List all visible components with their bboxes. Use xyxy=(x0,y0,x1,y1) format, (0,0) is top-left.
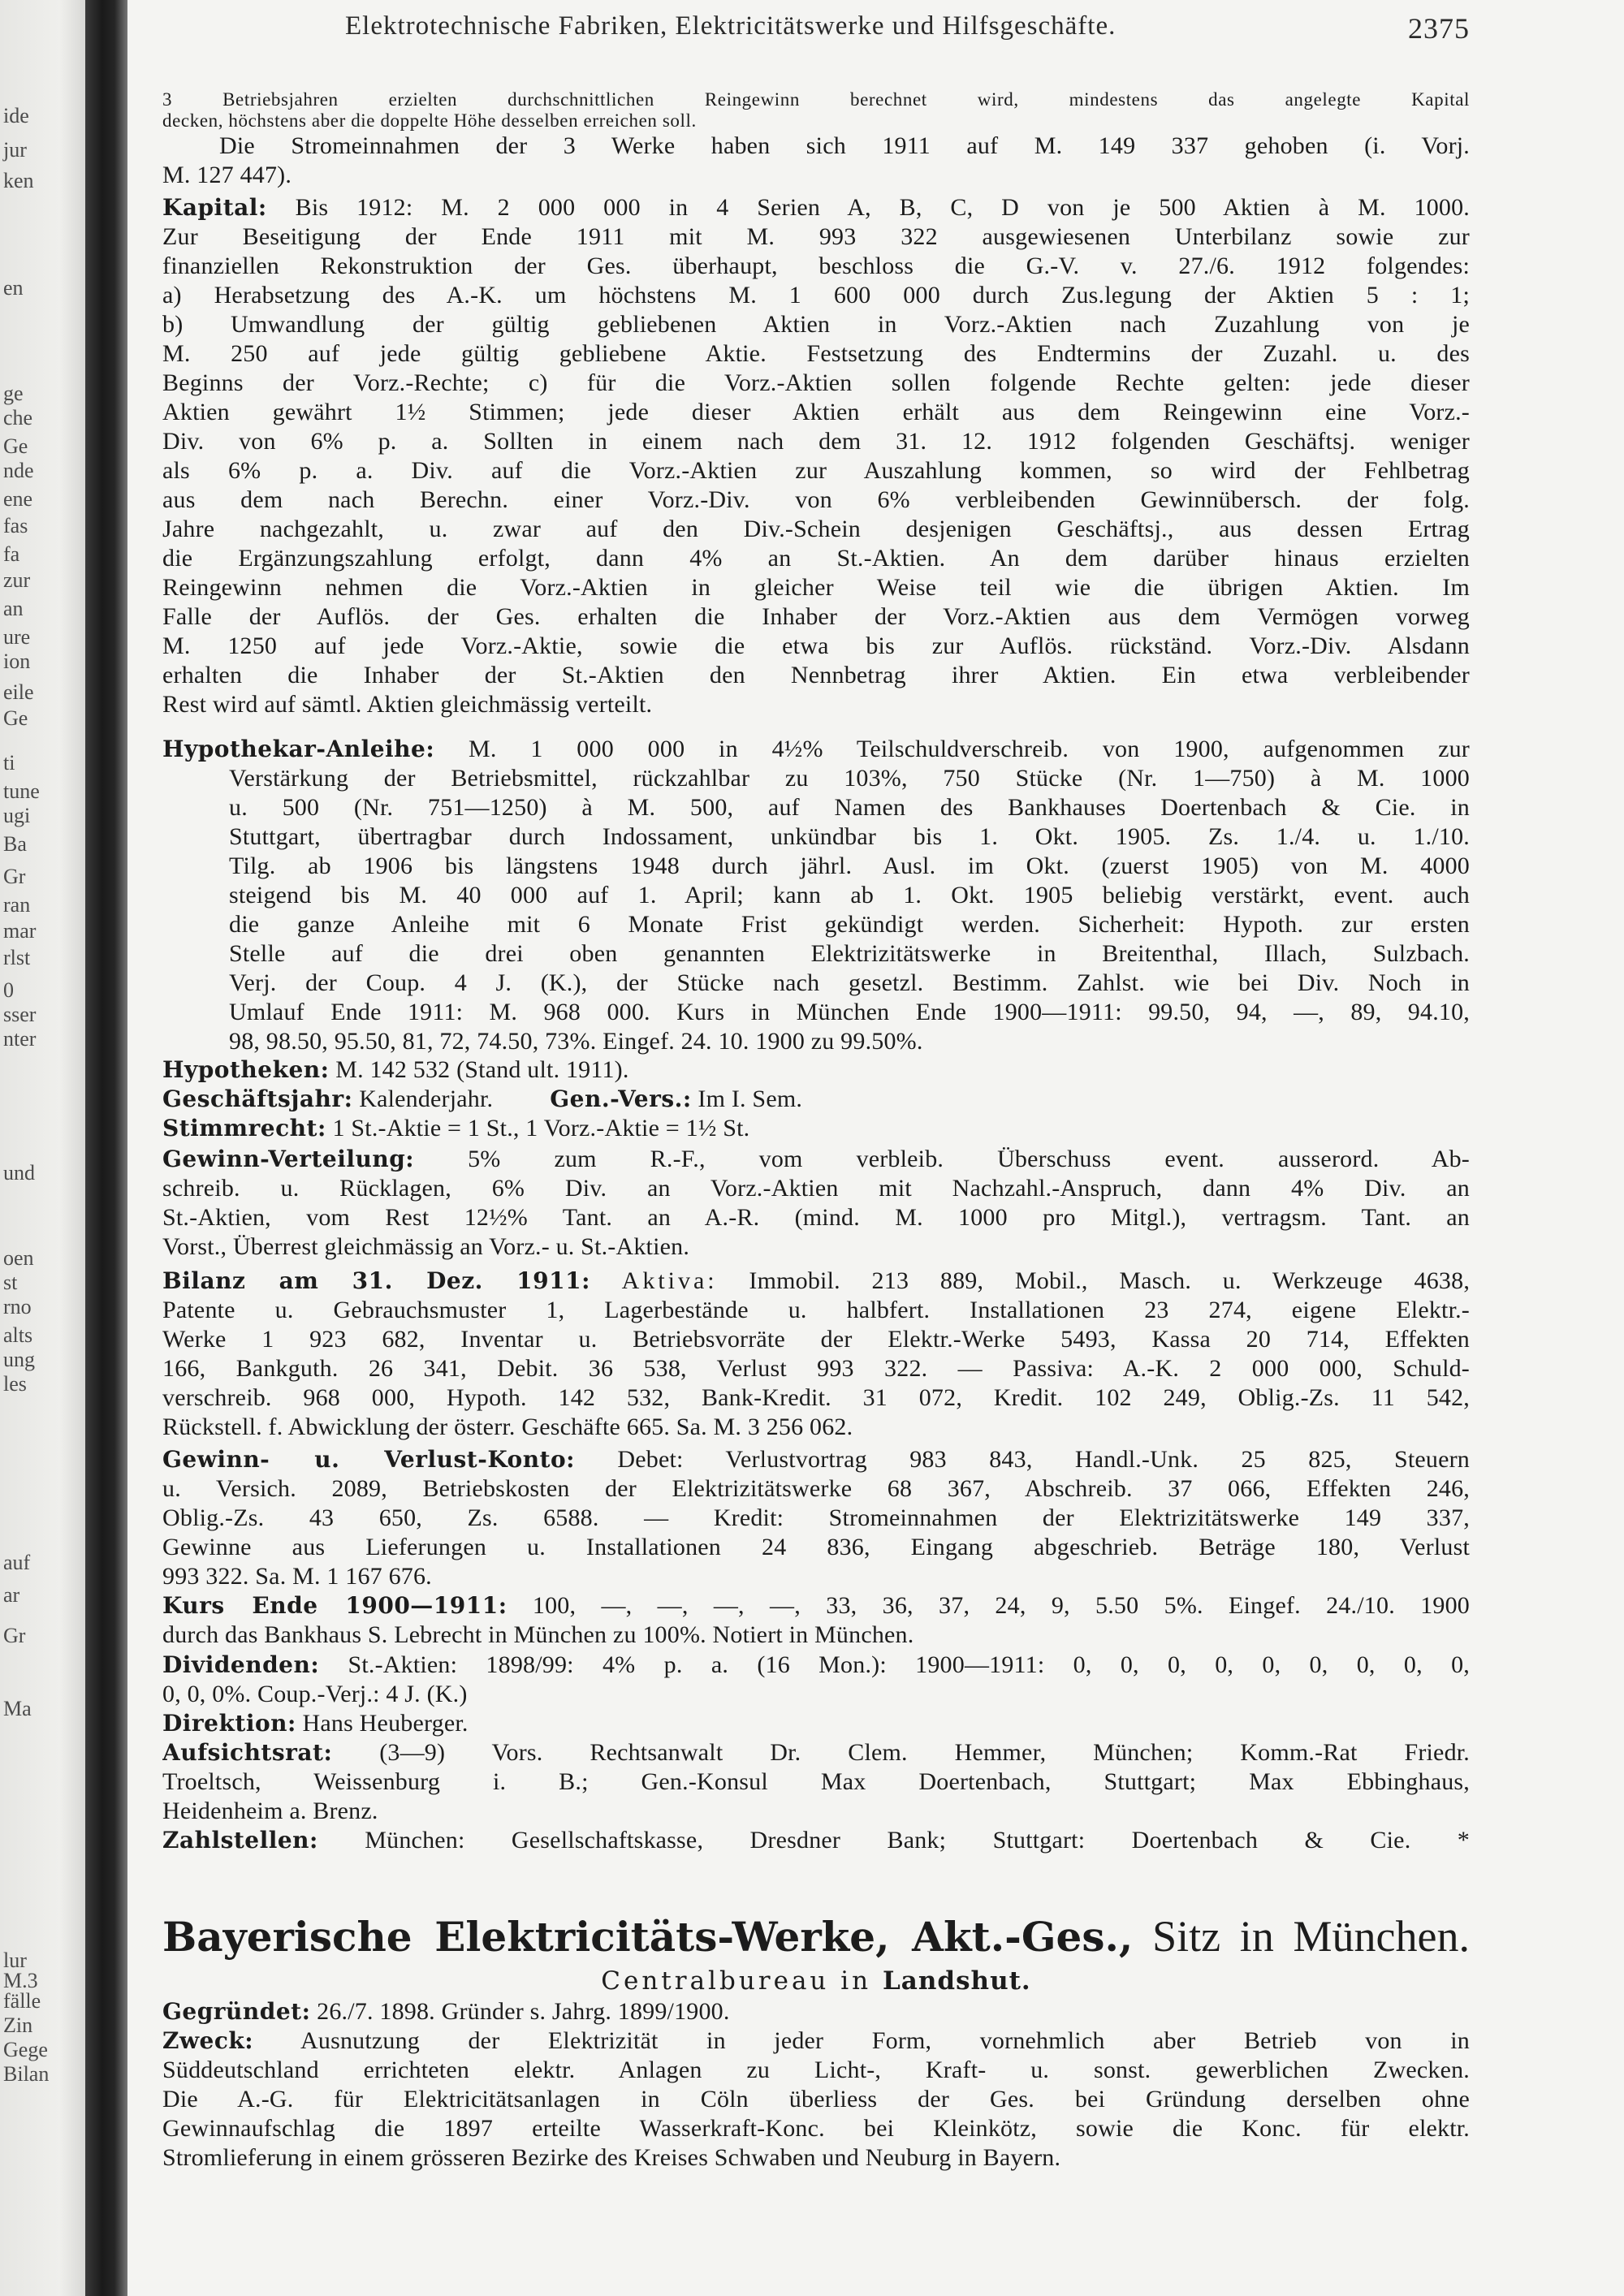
kapital-text: Div. von 6% p. a. Sollten in einem nach dem 31. 12. 1912 folgenden Geschäftsj. weniger xyxy=(162,428,1470,455)
hypothekar-text: u. 500 (Nr. 751—1250) à M. 500, auf Namen des Bankhauses Doertenbach & Cie. in xyxy=(229,794,1470,821)
zweck-label: Zweck: xyxy=(162,2027,254,2054)
kapital-label: Kapital: xyxy=(162,194,267,221)
dividenden-text: 0, 0, 0%. Coup.-Verj.: 4 J. (K.) xyxy=(162,1681,468,1707)
dividenden-label: Dividenden: xyxy=(162,1651,320,1678)
dividenden-line xyxy=(162,1680,1470,1709)
hypothekar-line xyxy=(162,1027,1470,1056)
hypothekar-text: 98, 98.50, 95.50, 81, 72, 74.50, 73%. Eingef. 24. 10. 1900 zu 99.50%. xyxy=(229,1028,923,1055)
kapital-line xyxy=(162,369,1470,398)
left-margin-fragment: Gr xyxy=(3,1624,26,1647)
page-number: 2375 xyxy=(1408,12,1470,45)
aufsichtsrat-label: Aufsichtsrat: xyxy=(162,1739,333,1766)
gewinn_verlust-line xyxy=(162,1562,1470,1591)
left-margin-fragment: an xyxy=(3,597,24,620)
zweck-line xyxy=(162,2056,1470,2085)
hypothekar-line xyxy=(162,822,1470,852)
gewinn_verteilung-label: Gewinn-Verteilung: xyxy=(162,1146,415,1172)
kapital-text: b) Umwandlung der gültig gebliebenen Aktien in Vorz.-Aktien nach Zuzahlung von je xyxy=(162,311,1470,338)
kapital-text: erhalten die Inhaber der St.-Aktien den Nennbetrag ihrer Aktien. Ein etwa verbleibender xyxy=(162,662,1470,688)
hypotheken-text: M. 142 532 (Stand ult. 1911). xyxy=(335,1056,629,1083)
gewinn_verlust-line xyxy=(162,1504,1470,1533)
left-margin-fragment: che xyxy=(3,406,33,429)
kapital-line xyxy=(162,310,1470,339)
bilanz-label: Bilanz am 31. Dez. 1911: xyxy=(162,1267,590,1294)
section-direktion-aufsichtsrat xyxy=(162,1709,1470,1855)
left-margin-fragment: nter xyxy=(3,1027,37,1051)
firm-body xyxy=(162,1997,1470,2173)
left-margin-fragment: Gege xyxy=(3,2038,48,2061)
continuation-small-line xyxy=(162,89,1470,110)
running-title: Elektrotechnische Fabriken, Elektricitätswerke und Hilfsgeschäfte. xyxy=(345,11,1116,41)
gegruendet-line xyxy=(162,1997,1470,2026)
left-margin-fragment: eile xyxy=(3,680,34,704)
firm-subtitle xyxy=(162,1965,1470,1997)
bilanz-subhead: Aktiva: xyxy=(621,1267,718,1294)
left-margin-fragment: 0 xyxy=(3,978,14,1002)
geschaeftsjahr-line xyxy=(162,1085,1470,1114)
section-bilanz xyxy=(162,1267,1470,1442)
gewinn_verlust-line xyxy=(162,1533,1470,1562)
bilanz-line xyxy=(162,1413,1470,1442)
firm-sub-text: Centralbureau in xyxy=(601,1966,872,1996)
hypotheken-label: Hypotheken: xyxy=(162,1056,330,1083)
kapital-first-line xyxy=(162,193,1470,222)
kapital-line xyxy=(162,544,1470,573)
left-margin-fragment: Zin xyxy=(3,2013,33,2037)
kapital-text: aus dem nach Berechn. einer Vorz.-Div. von 6% verbleibenden Gewinnübersch. der folg. xyxy=(162,486,1470,513)
aufsichtsrat-text: Heidenheim a. Brenz. xyxy=(162,1798,378,1824)
left-margin-fragment: Ba xyxy=(3,832,27,856)
left-margin-fragment: Bilan xyxy=(3,2062,50,2086)
bilanz-line xyxy=(162,1383,1470,1413)
zweck-text: Ausnutzung der Elektrizität in jeder Form, vornehmlich aber Betrieb von in xyxy=(300,2027,1470,2054)
running-header xyxy=(162,11,1470,47)
left-margin-fragment: fa xyxy=(3,542,20,566)
left-margin-fragment: les xyxy=(3,1372,27,1396)
kapital-text: Beginns der Vorz.-Rechte; c) für die Vorz.-Aktien sollen folgende Rechte gelten: jede dieser xyxy=(162,369,1470,396)
aufsichtsrat-line xyxy=(162,1797,1470,1826)
geschaeftsjahr-text: Kalenderjahr. xyxy=(359,1085,494,1112)
left-margin-fragment: ar xyxy=(3,1583,20,1607)
hypothekar-text: steigend bis M. 40 000 auf 1. April; kann ab 1. Okt. 1905 beliebig verstärkt, event. auch xyxy=(229,882,1470,908)
gewinn_verteilung-text: schreib. u. Rücklagen, 6% Div. an Vorz.-Aktien mit Nachzahl.-Anspruch, dann 4% Div. an xyxy=(162,1175,1470,1202)
left-margin-fragment: ti xyxy=(3,751,15,775)
hypothekar-text: Verstärkung der Betriebsmittel, rückzahlbar zu 103%, 750 Stücke (Nr. 1—750) à M. 1000 xyxy=(229,765,1470,792)
gewinn_verlust-label: Gewinn- u. Verlust-Konto: xyxy=(162,1446,576,1473)
dividenden-first-line xyxy=(162,1651,1470,1680)
left-margin-fragment: ene xyxy=(3,487,33,511)
bilanz-text: verschreib. 968 000, Hypoth. 142 532, Bank-Kredit. 31 072, Kredit. 102 249, Oblig.-Zs. 11 542, xyxy=(162,1384,1470,1411)
kapital-text: a) Herabsetzung des A.-K. um höchstens M. 1 600 000 durch Zus.legung der Aktien 5 : 1; xyxy=(162,282,1470,309)
left-margin-fragment: auf xyxy=(3,1551,31,1574)
gen-vers-text: Im I. Sem. xyxy=(698,1085,803,1112)
left-margin-fragment: sser xyxy=(3,1003,37,1026)
dividenden-text: St.-Aktien: 1898/99: 4% p. a. (16 Mon.): 1900—1911: 0, 0, 0, 0, 0, 0, 0, 0, 0, xyxy=(348,1651,1470,1678)
gewinn_verlust-text: u. Versich. 2089, Betriebskosten der Elektrizitätswerke 68 367, Abschreib. 37 066, Effekten 246, xyxy=(162,1475,1470,1502)
stimmrecht-text: 1 St.-Aktie = 1 St., 1 Vorz.-Aktie = 1½ St. xyxy=(332,1115,750,1142)
gewinn_verteilung-line xyxy=(162,1203,1470,1232)
left-margin-fragment: lur xyxy=(3,1949,27,1972)
gewinn_verteilung-line xyxy=(162,1232,1470,1262)
kapital-line xyxy=(162,690,1470,719)
kapital-line xyxy=(162,486,1470,515)
page xyxy=(162,0,1470,2296)
kapital-text: als 6% p. a. Div. auf die Vorz.-Aktien zur Auszahlung kommen, so wird der Fehlbetrag xyxy=(162,457,1470,484)
gewinn_verteilung-first-line xyxy=(162,1145,1470,1174)
bilanz-line xyxy=(162,1296,1470,1325)
kapital-line xyxy=(162,515,1470,544)
hypothekar-line xyxy=(162,852,1470,881)
kapital-line xyxy=(162,252,1470,281)
hypothekar-text: Umlauf Ende 1911: M. 968 000. Kurs in München Ende 1900—1911: 99.50, 94, —, 89, 94.10, xyxy=(229,999,1470,1025)
kapital-line xyxy=(162,632,1470,661)
gewinn_verlust-text: Debet: Verlustvortrag 983 843, Handl.-Unk. 25 825, Steuern xyxy=(617,1446,1470,1473)
direktion-text: Hans Heuberger. xyxy=(302,1710,469,1737)
left-margin-fragment: mar xyxy=(3,919,37,943)
gewinn_verlust-first-line xyxy=(162,1445,1470,1474)
left-margin-fragment: ide xyxy=(3,104,29,127)
direktion-label: Direktion: xyxy=(162,1710,296,1737)
kapital-text: Zur Beseitigung der Ende 1911 mit M. 993 322 ausgewiesenen Unterbilanz sowie zur xyxy=(162,223,1470,250)
hypothekar-line xyxy=(162,939,1470,969)
bilanz-text: Rückstell. f. Abwicklung der österr. Geschäfte 665. Sa. M. 3 256 062. xyxy=(162,1413,853,1440)
left-margin-fragment: ken xyxy=(3,169,34,192)
hypothekar-first-line xyxy=(162,735,1470,764)
section-gewinn-verlust-konto xyxy=(162,1445,1470,1591)
left-margin-fragment: und xyxy=(3,1161,35,1185)
kapital-text: Rest wird auf sämtl. Aktien gleichmässig verteilt. xyxy=(162,691,653,718)
zweck-first-line xyxy=(162,2026,1470,2056)
zweck-text: Gewinnaufschlag die 1897 erteilte Wasserkraft-Konc. bei Kleinkötz, sowie die Konc. für elektr. xyxy=(162,2115,1470,2142)
bilanz-line xyxy=(162,1354,1470,1383)
section-dividenden xyxy=(162,1651,1470,1709)
kapital-line xyxy=(162,573,1470,602)
continuation-text: Die Stromeinnahmen der 3 Werke haben sich 1911 auf M. 149 337 gehoben (i. Vorj. xyxy=(219,132,1470,159)
hypothekar-line xyxy=(162,998,1470,1027)
geschaeftsjahr-label: Geschäftsjahr: xyxy=(162,1085,353,1112)
gen-vers-label: Gen.-Vers.: xyxy=(550,1085,692,1112)
left-margin-fragment: en xyxy=(3,276,24,300)
zahlstellen-line xyxy=(162,1826,1470,1855)
section-kurs xyxy=(162,1591,1470,1650)
kapital-line xyxy=(162,222,1470,252)
aufsichtsrat-text: (3—9) Vors. Rechtsanwalt Dr. Clem. Hemmer, München; Komm.-Rat Friedr. xyxy=(379,1739,1470,1766)
left-margin-fragment: zur xyxy=(3,568,31,592)
left-margin-fragment: ge xyxy=(3,382,24,405)
left-margin-fragment: tune xyxy=(3,779,40,803)
zweck-line xyxy=(162,2085,1470,2114)
hypothekar-text: Tilg. ab 1906 bis längstens 1948 durch jährl. Ausl. im Okt. (zuerst 1905) von M. 4000 xyxy=(229,852,1470,879)
gegruendet-text: 26./7. 1898. Gründer s. Jahrg. 1899/1900. xyxy=(317,1998,730,2025)
kapital-text: Reingewinn nehmen die Vorz.-Aktien in gleicher Weise teil wie die übrigen Aktien. Im xyxy=(162,574,1470,601)
zweck-text: Süddeutschland errichteten elektr. Anlagen zu Licht-, Kraft- u. sonst. gewerblichen Zwecken. xyxy=(162,2056,1470,2083)
hypothekar-line xyxy=(162,793,1470,822)
gewinn_verlust-text: 993 322. Sa. M. 1 167 676. xyxy=(162,1563,432,1590)
left-margin-fragment: nde xyxy=(3,459,34,482)
hypothekar-text: Stuttgart, übertragbar durch Indossament, unkündbar bis 1. Okt. 1905. Zs. 1./4. u. 1./10. xyxy=(229,823,1470,850)
zweck-text: Die A.-G. für Elektricitätsanlagen in Cöln überliess der Ges. bei Gründung derselben ohne xyxy=(162,2086,1470,2113)
kapital-line xyxy=(162,339,1470,369)
kapital-text: M. 1250 auf jede Vorz.-Aktie, sowie die etwa bis zur Auflös. rückständ. Vorz.-Div. Alsdann xyxy=(162,632,1470,659)
kapital-text: finanziellen Rekonstruktion der Ges. überhaupt, beschloss die G.-V. v. 27./6. 1912 folgendes: xyxy=(162,252,1470,279)
zweck-line xyxy=(162,2114,1470,2143)
hypotheken-line xyxy=(162,1055,1470,1085)
gewinn_verlust-text: Gewinne aus Lieferungen u. Installationen 24 836, Eingang abgeschrieb. Beträge 180, Verlust xyxy=(162,1534,1470,1560)
zahlstellen-text: München: Gesellschaftskasse, Dresdner Bank; Stuttgart: Doertenbach & Cie. * xyxy=(365,1827,1470,1854)
aufsichtsrat-line xyxy=(162,1767,1470,1797)
aufsichtsrat-text: Troeltsch, Weissenburg i. B.; Gen.-Konsul Max Doertenbach, Stuttgart; Max Ebbinghaus, xyxy=(162,1768,1470,1795)
gewinn_verteilung-line xyxy=(162,1174,1470,1203)
gewinn_verteilung-text: St.-Aktien, vom Rest 12½% Tant. an A.-R. (mind. M. 1000 pro Mitgl.), vertragsm. Tant. an xyxy=(162,1204,1470,1231)
firm-sub-city: Landshut. xyxy=(882,1966,1031,1996)
kapital-text: die Ergänzungszahlung erfolgt, dann 4% an St.-Aktien. An dem darüber hinaus erzielten xyxy=(162,545,1470,572)
firm-seat: Sitz in München. xyxy=(1152,1912,1470,1961)
hypothekar-text: Verj. der Coup. 4 J. (K.), der Stücke nach gesetzl. Bestimm. Zahlst. wie bei Div. Noch in xyxy=(229,969,1470,996)
book-spine xyxy=(85,0,127,2296)
bilanz-text: 166, Bankguth. 26 341, Debit. 36 538, Verlust 993 322. — Passiva: A.-K. 2 000 000, Schuld- xyxy=(162,1355,1470,1382)
section-hypothekar-anleihe xyxy=(162,735,1470,1056)
left-margin-fragment: alts xyxy=(3,1323,33,1347)
bilanz-text: Patente u. Gebrauchsmuster 1, Lagerbestände u. halbfert. Installationen 23 274, eigene Elektr.- xyxy=(162,1297,1470,1323)
kurs-text: durch das Bankhaus S. Lebrecht in München zu 100%. Notiert in München. xyxy=(162,1621,914,1648)
zweck-text: Stromlieferung in einem grösseren Bezirke des Kreises Schwaben und Neuburg in Bayern. xyxy=(162,2144,1061,2171)
section-kapital xyxy=(162,193,1470,719)
firm-name: Bayerische Elektricitäts-Werke, Akt.-Ges., xyxy=(162,1913,1134,1961)
continuation-line xyxy=(162,161,1470,190)
kapital-line xyxy=(162,398,1470,427)
continuation-small-text: decken, höchstens aber die doppelte Höhe desselben erreichen soll. xyxy=(162,110,697,131)
left-margin-fragment: ure xyxy=(3,625,31,649)
hypothekar-text: die ganze Anleihe mit 6 Monate Frist gekündigt werden. Sicherheit: Hypoth. zur ersten xyxy=(229,911,1470,938)
hypothekar-text: Stelle auf die drei oben genannten Elektrizitätswerke in Breitenthal, Illach, Sulzbach. xyxy=(229,940,1470,967)
continuation-text xyxy=(162,89,1470,190)
kurs-text: 100, —, —, —, —, 33, 36, 37, 24, 9, 5.50 5%. Eingef. 24./10. 1900 xyxy=(532,1592,1470,1619)
left-margin-fragment: Ge xyxy=(3,706,28,730)
firm-entry-bayerische xyxy=(162,1908,1470,2173)
kapital-line xyxy=(162,456,1470,486)
left-margin-fragment: M.3 xyxy=(3,1969,38,1992)
left-page-gutter xyxy=(0,0,85,2296)
bilanz-text: Werke 1 923 682, Inventar u. Betriebsvorräte der Elektr.-Werke 5493, Kassa 20 714, Effekten xyxy=(162,1326,1470,1353)
left-margin-fragment: fälle xyxy=(3,1989,41,2013)
stimmrecht-label: Stimmrecht: xyxy=(162,1115,326,1142)
hypothekar-line xyxy=(162,910,1470,939)
left-margin-fragment: st xyxy=(3,1271,18,1294)
kapital-text: Bis 1912: M. 2 000 000 in 4 Serien A, B, C, D von je 500 Aktien à M. 1000. xyxy=(295,194,1470,221)
section-gewinn-verteilung xyxy=(162,1145,1470,1262)
left-margin-fragment: jur xyxy=(3,138,27,162)
bilanz-line xyxy=(162,1325,1470,1354)
kapital-text: Aktien gewährt 1½ Stimmen; jede dieser Aktien erhält aus dem Reingewinn eine Vorz.- xyxy=(162,399,1470,425)
kapital-line xyxy=(162,427,1470,456)
kurs-line xyxy=(162,1621,1470,1650)
direktion-line xyxy=(162,1709,1470,1738)
bilanz-text: Immobil. 213 889, Mobil., Masch. u. Werkzeuge 4638, xyxy=(749,1267,1470,1294)
kapital-text: Falle der Auflös. der Ges. erhalten die Inhaber der Vorz.-Aktien aus dem Vermögen vorweg xyxy=(162,603,1470,630)
section-short-entries xyxy=(162,1055,1470,1143)
left-margin-fragment: ion xyxy=(3,650,31,673)
kapital-line xyxy=(162,602,1470,632)
gewinn_verteilung-text: 5% zum R.-F., vom verbleib. Überschuss event. ausserord. Ab- xyxy=(468,1146,1470,1172)
left-margin-fragment: rno xyxy=(3,1295,32,1318)
continuation-line xyxy=(162,132,1470,161)
left-margin-fragment: Gr xyxy=(3,865,26,888)
gegruendet-label: Gegründet: xyxy=(162,1998,311,2025)
kapital-line xyxy=(162,661,1470,690)
gewinn_verteilung-text: Vorst., Überrest gleichmässig an Vorz.- u. St.-Aktien. xyxy=(162,1233,690,1260)
gewinn_verlust-line xyxy=(162,1474,1470,1504)
kapital-text: M. 250 auf jede gültig gebliebene Aktie. Festsetzung des Endtermins der Zuzahl. u. des xyxy=(162,340,1470,367)
stimmrecht-line xyxy=(162,1114,1470,1143)
left-margin-fragment: Ge xyxy=(3,434,28,458)
kapital-line xyxy=(162,281,1470,310)
left-margin-fragment: rlst xyxy=(3,946,31,969)
left-margin-fragment: ugi xyxy=(3,804,31,827)
left-margin-fragment: ung xyxy=(3,1348,35,1371)
kapital-text: Jahre nachgezahlt, u. zwar auf den Div.-Schein desjenigen Geschäftsj., aus dessen Ertrag xyxy=(162,516,1470,542)
kurs-label: Kurs Ende 1900—1911: xyxy=(162,1592,508,1619)
continuation-text: M. 127 447). xyxy=(162,162,292,188)
continuation-small-text: 3 Betriebsjahren erzielten durchschnittlichen Reingewinn berechnet wird, mindestens das angelegte Kapital xyxy=(162,89,1470,110)
hypothekar-line xyxy=(162,881,1470,910)
hypothekar-label: Hypothekar-Anleihe: xyxy=(162,736,435,762)
hypothekar-line xyxy=(162,764,1470,793)
hypothekar-line xyxy=(162,969,1470,998)
left-margin-fragment: ran xyxy=(3,893,31,917)
continuation-small-line xyxy=(162,110,1470,132)
left-margin-fragment: oen xyxy=(3,1246,34,1270)
kurs-first-line xyxy=(162,1591,1470,1621)
zweck-line xyxy=(162,2143,1470,2173)
firm-title xyxy=(162,1908,1470,1965)
zahlstellen-label: Zahlstellen: xyxy=(162,1827,318,1854)
left-margin-fragment: fas xyxy=(3,514,28,537)
bilanz-first-line xyxy=(162,1267,1470,1296)
hypothekar-text: M. 1 000 000 in 4½% Teilschuldverschreib. von 1900, aufgenommen zur xyxy=(468,736,1470,762)
left-margin-fragment: Ma xyxy=(3,1697,32,1720)
gewinn_verlust-text: Oblig.-Zs. 43 650, Zs. 6588. — Kredit: Stromeinnahmen der Elektrizitätswerke 149 337, xyxy=(162,1504,1470,1531)
aufsichtsrat-first-line xyxy=(162,1738,1470,1767)
